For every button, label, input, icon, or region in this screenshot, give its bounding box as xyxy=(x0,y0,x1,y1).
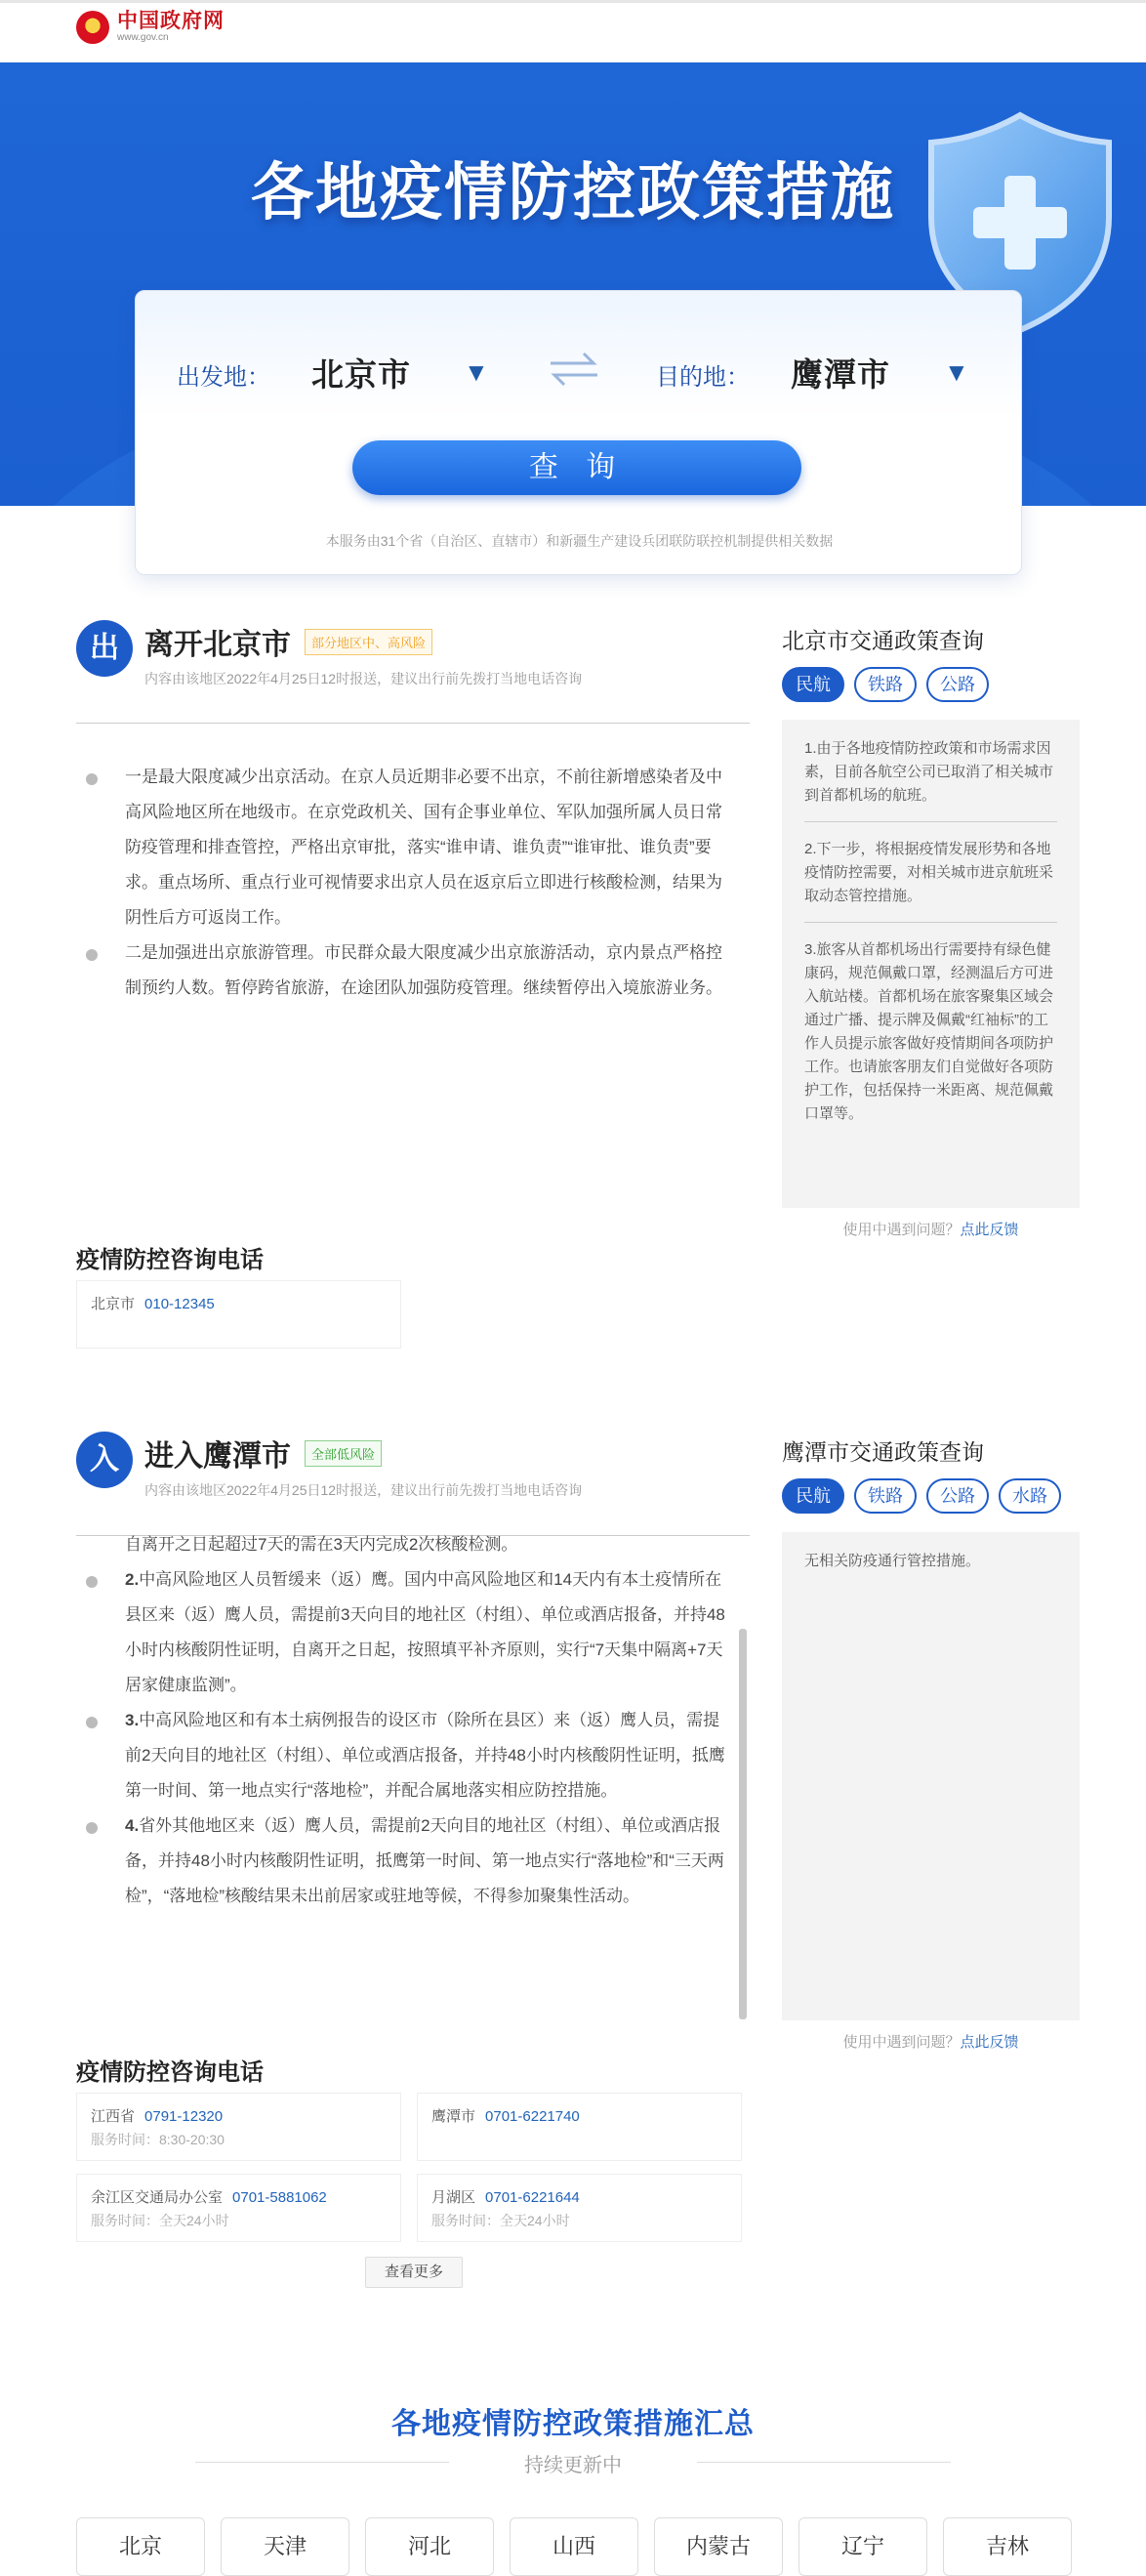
site-name: 中国政府网 xyxy=(117,10,225,32)
province-button[interactable]: 河北 xyxy=(365,2517,494,2576)
phone-number[interactable]: 0701-6221740 xyxy=(485,2108,580,2125)
risk-tag: 部分地区中、高风险 xyxy=(305,629,432,655)
risk-tag: 全部低风险 xyxy=(305,1440,382,1467)
phone-number[interactable]: 010-12345 xyxy=(144,1296,215,1312)
province-list xyxy=(76,2517,1072,2576)
list-item: 4.省外其他地区来（返）鹰人员，需提前2天向目的地社区（村组）、单位或酒店报备，并持48小时内核酸阴性证明，抵鹰第一时间、第一地点实行“落地检”和“三天两检”，“落地检”核酸结果未出前居家或驻地等候，不得参加聚集性活动。 xyxy=(86,1808,730,1914)
leave-phone-title: 疫情防控咨询电话 xyxy=(76,1247,264,1273)
traffic-policy-title: 北京市交通政策查询 xyxy=(782,628,984,653)
policy-paragraph: 3.旅客从首都机场出行需要持有绿色健康码，规范佩戴口罩，经测温后方可进入航站楼。首都机场在旅客聚集区域会通过广播、提示牌及佩戴“红袖标”的工作人员提示旅客做好疫情期间各项防护工作。也请旅客朋友们自觉做好各项防护工作，包括保持一米距离、规范佩戴口罩等。 xyxy=(804,941,1054,1122)
list-item: 2.中高风险地区人员暂缓来（返）鹰。国内中高风险地区和14天内有本土疫情所在县区来（返）鹰人员，需提前3天向目的地社区（村组）、单位或酒店报备，并持48小时内核酸阴性证明，自离开之日起，按照填平补齐原则，实行“7天集中隔离+7天居家健康监测”。 xyxy=(86,1562,730,1703)
leave-badge: 出 xyxy=(76,620,133,677)
phone-number[interactable]: 0701-5881062 xyxy=(232,2189,327,2206)
tab-highway[interactable]: 公路 xyxy=(926,667,989,702)
tab-highway[interactable]: 公路 xyxy=(926,1478,989,1514)
phone-name: 鹰潭市 xyxy=(431,2108,476,2125)
enter-title: 进入鹰潭市 xyxy=(144,1440,291,1473)
list-item: 一是最大限度减少出京活动。在京人员近期非必要不出京，不前往新增感染者及中高风险地区所在地级市。在京党政机关、国有企事业单位、军队加强所属人员日常防疫管理和排查管控，严格出京审批，落实“谁申请、谁负责”“谁审批、谁负责”要求。重点场所、重点行业可视情要求出京人员在返京后立即进行核酸检测，结果为阴性后方可返岗工作。 xyxy=(86,760,730,935)
scrollbar[interactable] xyxy=(739,1629,747,2019)
phone-card xyxy=(417,2093,742,2161)
list-item: 二是加强进出京旅游管理。市民群众最大限度减少出京旅游活动，京内景点严格控制预约人数。暂停跨省旅游，在途团队加强防疫管理。继续暂停出入境旅游业务。 xyxy=(86,935,730,1006)
query-button[interactable]: 查 询 xyxy=(352,440,801,495)
leave-subtitle: 内容由该地区2022年4月25日12时报送，建议出行前先拨打当地电话咨询 xyxy=(144,671,583,686)
list-item: 3.中高风险地区和有本土病例报告的设区市（除所在县区）来（返）鹰人员，需提前2天向目的地社区（村组）、单位或酒店报备，并持48小时内核酸阴性证明，抵鹰第一时间、第一地点实行“落地检”，并配合属地落实相应防控措施。 xyxy=(86,1703,730,1808)
service-time: 服务时间：全天24小时 xyxy=(91,2213,229,2228)
province-button[interactable]: 吉林 xyxy=(943,2517,1072,2576)
to-dropdown-arrow-icon[interactable]: ▼ xyxy=(944,357,969,387)
top-bar xyxy=(0,0,1146,62)
traffic-policy-box xyxy=(782,1532,1080,2020)
phone-card xyxy=(76,2093,401,2161)
enter-section-header xyxy=(76,1432,582,1500)
feedback-link[interactable]: 点此反馈 xyxy=(960,1222,1019,1238)
tab-railway[interactable]: 铁路 xyxy=(854,1478,917,1514)
province-button[interactable]: 山西 xyxy=(510,2517,638,2576)
phone-name: 余江区交通局办公室 xyxy=(91,2189,224,2206)
enter-badge: 入 xyxy=(76,1432,133,1488)
tab-waterway[interactable]: 水路 xyxy=(999,1478,1061,1514)
policy-paragraph: 无相关防疫通行管控措施。 xyxy=(804,1553,981,1569)
province-button[interactable]: 天津 xyxy=(221,2517,349,2576)
feedback-link[interactable]: 点此反馈 xyxy=(960,2034,1019,2051)
service-time: 服务时间：8:30-20:30 xyxy=(91,2132,225,2147)
phone-name: 江西省 xyxy=(91,2108,136,2125)
enter-subtitle: 内容由该地区2022年4月25日12时报送，建议出行前先拨打当地电话咨询 xyxy=(144,1482,583,1498)
phone-number[interactable]: 0701-6221644 xyxy=(485,2189,580,2206)
service-note: 本服务由31个省（自治区、直辖市）和新疆生产建设兵团联防联控机制提供相关数据 xyxy=(325,533,834,549)
site-url: www.gov.cn xyxy=(117,32,169,43)
province-button[interactable]: 北京 xyxy=(76,2517,205,2576)
phone-card xyxy=(76,2174,401,2242)
route-query-card xyxy=(135,290,1022,575)
summary-title: 各地疫情防控政策措施汇总 xyxy=(391,2408,755,2440)
national-emblem-icon xyxy=(76,11,109,44)
transport-tabs xyxy=(782,1478,1071,1514)
policy-paragraph: 2.下一步，将根据疫情发展形势和各地疫情防控需要，对相关城市进京航班采取动态管控措施。 xyxy=(804,834,1057,923)
summary-subtitle: 持续更新中 xyxy=(195,2449,951,2477)
province-button[interactable]: 内蒙古 xyxy=(654,2517,783,2576)
phone-name: 月湖区 xyxy=(431,2189,476,2206)
transport-tabs xyxy=(782,667,999,702)
phone-card xyxy=(76,1280,401,1349)
enter-policy-list[interactable] xyxy=(86,1527,730,2025)
swap-arrows-icon[interactable] xyxy=(547,350,601,389)
from-label: 出发地： xyxy=(177,364,270,391)
phone-name: 北京市 xyxy=(91,1296,136,1312)
phone-number[interactable]: 0791-12320 xyxy=(144,2108,224,2125)
view-more-button[interactable]: 查看更多 xyxy=(365,2257,463,2288)
tab-civil-aviation[interactable]: 民航 xyxy=(782,1478,844,1514)
service-time: 服务时间：全天24小时 xyxy=(431,2213,570,2228)
traffic-policy-title: 鹰潭市交通政策查询 xyxy=(782,1439,984,1465)
traffic-policy-box xyxy=(782,720,1080,1208)
from-dropdown-arrow-icon[interactable]: ▼ xyxy=(464,357,489,387)
enter-phone-title: 疫情防控咨询电话 xyxy=(76,2059,264,2086)
banner-title: 各地疫情防控政策措施 xyxy=(251,157,895,228)
leave-section-header xyxy=(76,620,582,688)
feedback-line: 使用中遇到问题？点此反馈 xyxy=(842,1222,1019,1238)
to-label: 目的地： xyxy=(656,364,750,391)
to-city-select[interactable]: 鹰潭市 xyxy=(791,356,890,393)
feedback-line: 使用中遇到问题？点此反馈 xyxy=(842,2034,1019,2051)
list-item: 自离开之日起超过7天的需在3天内完成2次核酸检测。 xyxy=(125,1535,518,1554)
policy-paragraph: 1.由于各地疫情防控政策和市场需求因素，目前各航空公司已取消了相关城市到首都机场的航班。 xyxy=(804,733,1057,822)
tab-railway[interactable]: 铁路 xyxy=(854,667,917,702)
province-button[interactable]: 辽宁 xyxy=(798,2517,927,2576)
site-logo[interactable] xyxy=(76,11,225,44)
phone-card xyxy=(417,2174,742,2242)
leave-title: 离开北京市 xyxy=(144,629,291,661)
from-city-select[interactable]: 北京市 xyxy=(311,356,411,393)
leave-policy-list xyxy=(86,760,730,1006)
tab-civil-aviation[interactable]: 民航 xyxy=(782,667,844,702)
